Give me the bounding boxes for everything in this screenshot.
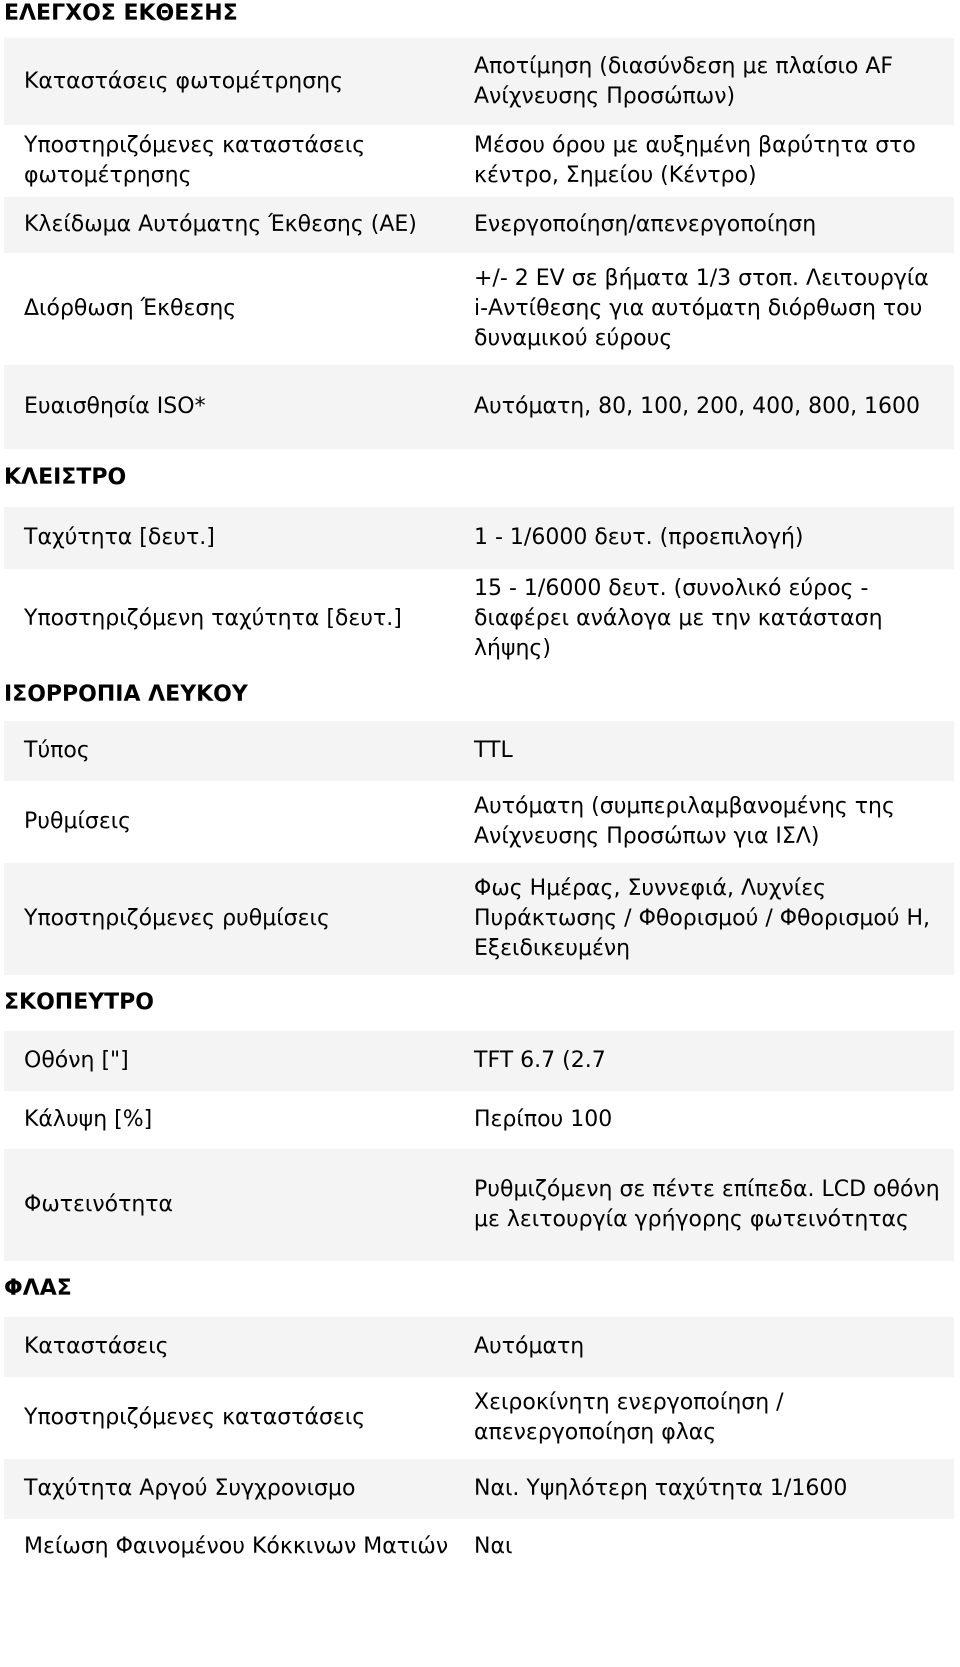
spec-value: 1 - 1/6000 δευτ. (προεπιλογή) [474,525,804,550]
spec-row [4,125,954,197]
spec-value: 15 - 1/6000 δευτ. (συνολικό εύρος - διαφέρει ανάλογα με την κατάσταση λήψης) [474,576,883,661]
spec-value: Αυτόματη [474,1334,585,1359]
spec-value: TFT 6.7 (2.7 [474,1048,606,1073]
spec-row [4,197,954,253]
spec-row [4,365,954,449]
section-title-shutter: ΚΛΕΙΣΤΡΟ [4,465,127,490]
spec-label: Ρυθμίσεις [24,809,132,834]
spec-label: Καταστάσεις [24,1334,169,1359]
spec-label: Κλείδωμα Αυτόματης Έκθεσης (ΑΕ) [24,212,417,237]
section-title-white-balance: ΙΣΟΡΡΟΠΙΑ ΛΕΥΚΟΥ [4,682,248,707]
spec-label: Υποστηριζόμενες ρυθμίσεις [24,906,330,931]
spec-row [4,507,954,569]
spec-value: +/- 2 EV σε βήματα 1/3 στοπ. Λειτουργία i-Αντίθεσης για αυτόματη διόρθωση του δυναμικού εύρους [474,266,929,351]
spec-row [4,1459,954,1519]
spec-label: Κάλυψη [%] [24,1107,153,1132]
spec-value: TTL [474,738,513,763]
spec-row [4,1091,954,1149]
spec-value: Χειροκίνητη ενεργοποίηση / απενεργοποίηση φλας [474,1390,784,1445]
spec-label: Ταχύτητα [δευτ.] [24,525,215,550]
spec-row [4,863,954,975]
spec-value: Αυτόματη (συμπεριλαμβανομένης της Ανίχνευσης Προσώπων για ΙΣΛ) [474,794,895,849]
spec-value: Μέσου όρου με αυξημένη βαρύτητα στο κέντρο, Σημείου (Κέντρο) [474,133,916,188]
section-title-exposure: ΕΛΕΓΧΟΣ ΕΚΘΕΣΗΣ [4,1,238,26]
spec-row [4,781,954,863]
spec-label: Οθόνη ["] [24,1048,129,1073]
section-title-viewfinder: ΣΚΟΠΕΥΤΡΟ [4,990,154,1015]
section-title-flash: ΦΛΑΣ [4,1276,72,1301]
spec-label: Υποστηριζόμενη ταχύτητα [δευτ.] [24,606,402,631]
spec-row [4,1519,954,1575]
spec-label: Τύπος [24,738,90,763]
spec-row [4,1149,954,1261]
spec-label: Καταστάσεις φωτομέτρησης [24,68,344,94]
spec-label: Ευαισθησία ISO* [24,394,206,419]
spec-value: Αποτίμηση (διασύνδεση με πλαίσιο AF Ανίχνευσης Προσώπων) [474,53,894,109]
spec-row [4,253,954,365]
spec-value: Ενεργοποίηση/απενεργοποίηση [474,212,817,237]
spec-value: Ρυθμιζόμενη σε πέντε επίπεδα. LCD οθόνη με λειτουργία γρήγορης φωτεινότητας [474,1177,940,1232]
spec-row [4,1377,954,1459]
spec-row [4,38,954,125]
spec-label: Διόρθωση Έκθεσης [24,296,237,321]
spec-value: Περίπου 100 [474,1107,613,1132]
spec-value: Αυτόματη, 80, 100, 200, 400, 800, 1600 [474,394,921,419]
spec-label: Μείωση Φαινομένου Κόκκινων Ματιών [24,1534,449,1559]
spec-value: Φως Ημέρας, Συννεφιά, Λυχνίες Πυράκτωσης / Φθορισμού / Φθορισμού Η, Εξειδικευμένη [474,876,931,961]
spec-label: Υποστηριζόμενες καταστάσεις φωτομέτρησης [24,133,366,188]
spec-row [4,569,954,669]
spec-row [4,1317,954,1377]
spec-label: Φωτεινότητα [24,1192,174,1217]
spec-label: Υποστηριζόμενες καταστάσεις [24,1405,366,1430]
spec-label: Ταχύτητα Αργού Συγχρονισμο [24,1476,356,1501]
spec-value: Ναι. Υψηλότερη ταχύτητα 1/1600 [474,1476,848,1501]
spec-row [4,1031,954,1091]
spec-value: Ναι [474,1534,513,1559]
spec-row [4,721,954,781]
